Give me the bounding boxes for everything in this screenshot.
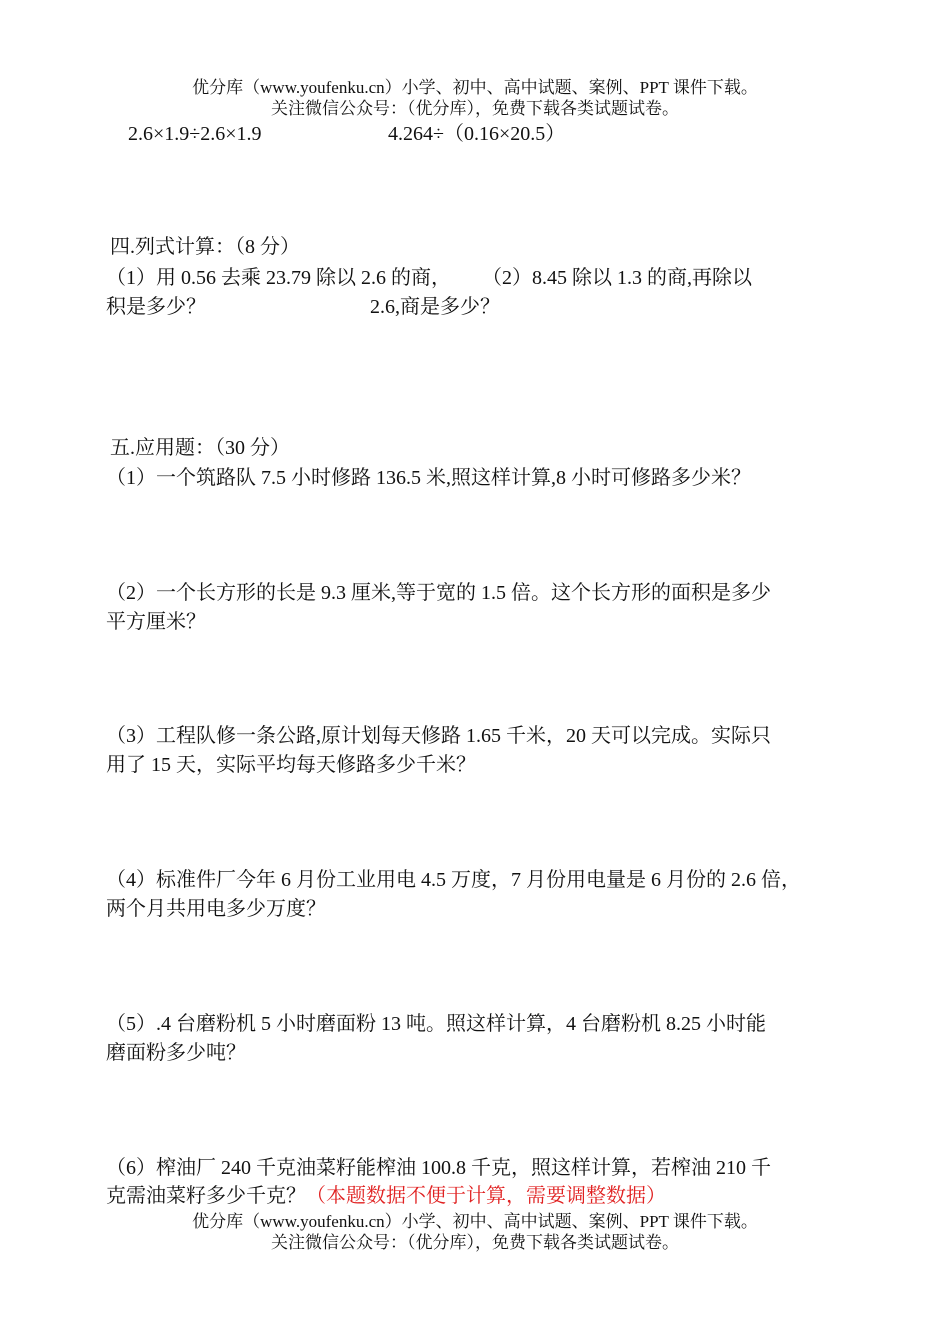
calc-expression-left: 2.6×1.9÷2.6×1.9 — [128, 123, 262, 145]
section5-q1-line1: （1）一个筑路队 7.5 小时修路 136.5 米,照这样计算,8 小时可修路多少米？ — [106, 467, 751, 489]
section4-q1-line1: （1）用 0.56 去乘 23.79 除以 2.6 的商， — [106, 267, 451, 289]
section5-q4-line1: （4）标准件厂今年 6 月份工业用电 4.5 万度，7 月份用电量是 6 月份的 2.6 倍， — [106, 869, 801, 891]
section5-q5-line2: 磨面粉多少吨？ — [106, 1042, 246, 1064]
calc-expression-right: 4.264÷（0.16×20.5） — [388, 123, 566, 145]
section5-title: 五.应用题：（30 分） — [110, 437, 290, 459]
section5-q2-line2: 平方厘米？ — [106, 611, 206, 633]
section5-q3-line1: （3）工程队修一条公路,原计划每天修路 1.65 千米，20 天可以完成。实际只 — [106, 725, 771, 747]
section5-q5-line1: （5）.4 台磨粉机 5 小时磨面粉 13 吨。照这样计算，4 台磨粉机 8.25 小时能 — [106, 1013, 766, 1035]
section4-title: 四.列式计算：（8 分） — [110, 236, 300, 258]
section5-q6-red-note: （本题数据不便于计算，需要调整数据） — [306, 1185, 666, 1207]
footer-watermark-line1: 优分库（www.youfenku.cn）小学、初中、高中试题、案例、PPT 课件下载。 — [192, 1212, 758, 1231]
section4-q2-line2: 2.6,商是多少？ — [370, 296, 500, 318]
section5-q4-line2: 两个月共用电多少万度？ — [106, 898, 326, 920]
section5-q6-line2-wrap — [106, 1183, 666, 1209]
section5-q6-line2: 克需油菜籽多少千克？ — [106, 1185, 306, 1207]
section5-q3-line2: 用了 15 天，实际平均每天修路多少千米？ — [106, 754, 476, 776]
header-watermark-line2: 关注微信公众号：（优分库），免费下载各类试题试卷。 — [271, 99, 679, 118]
footer-watermark-line2: 关注微信公众号：（优分库），免费下载各类试题试卷。 — [271, 1233, 679, 1252]
section4-q2-line1: （2）8.45 除以 1.3 的商,再除以 — [482, 267, 752, 289]
section5-q6-line1: （6）榨油厂 240 千克油菜籽能榨油 100.8 千克，照这样计算，若榨油 210 千 — [106, 1157, 771, 1179]
section5-q2-line1: （2）一个长方形的长是 9.3 厘米,等于宽的 1.5 倍。这个长方形的面积是多少 — [106, 582, 771, 604]
section4-q1-line2: 积是多少？ — [106, 296, 206, 318]
header-watermark-line1: 优分库（www.youfenku.cn）小学、初中、高中试题、案例、PPT 课件下载。 — [192, 78, 758, 97]
